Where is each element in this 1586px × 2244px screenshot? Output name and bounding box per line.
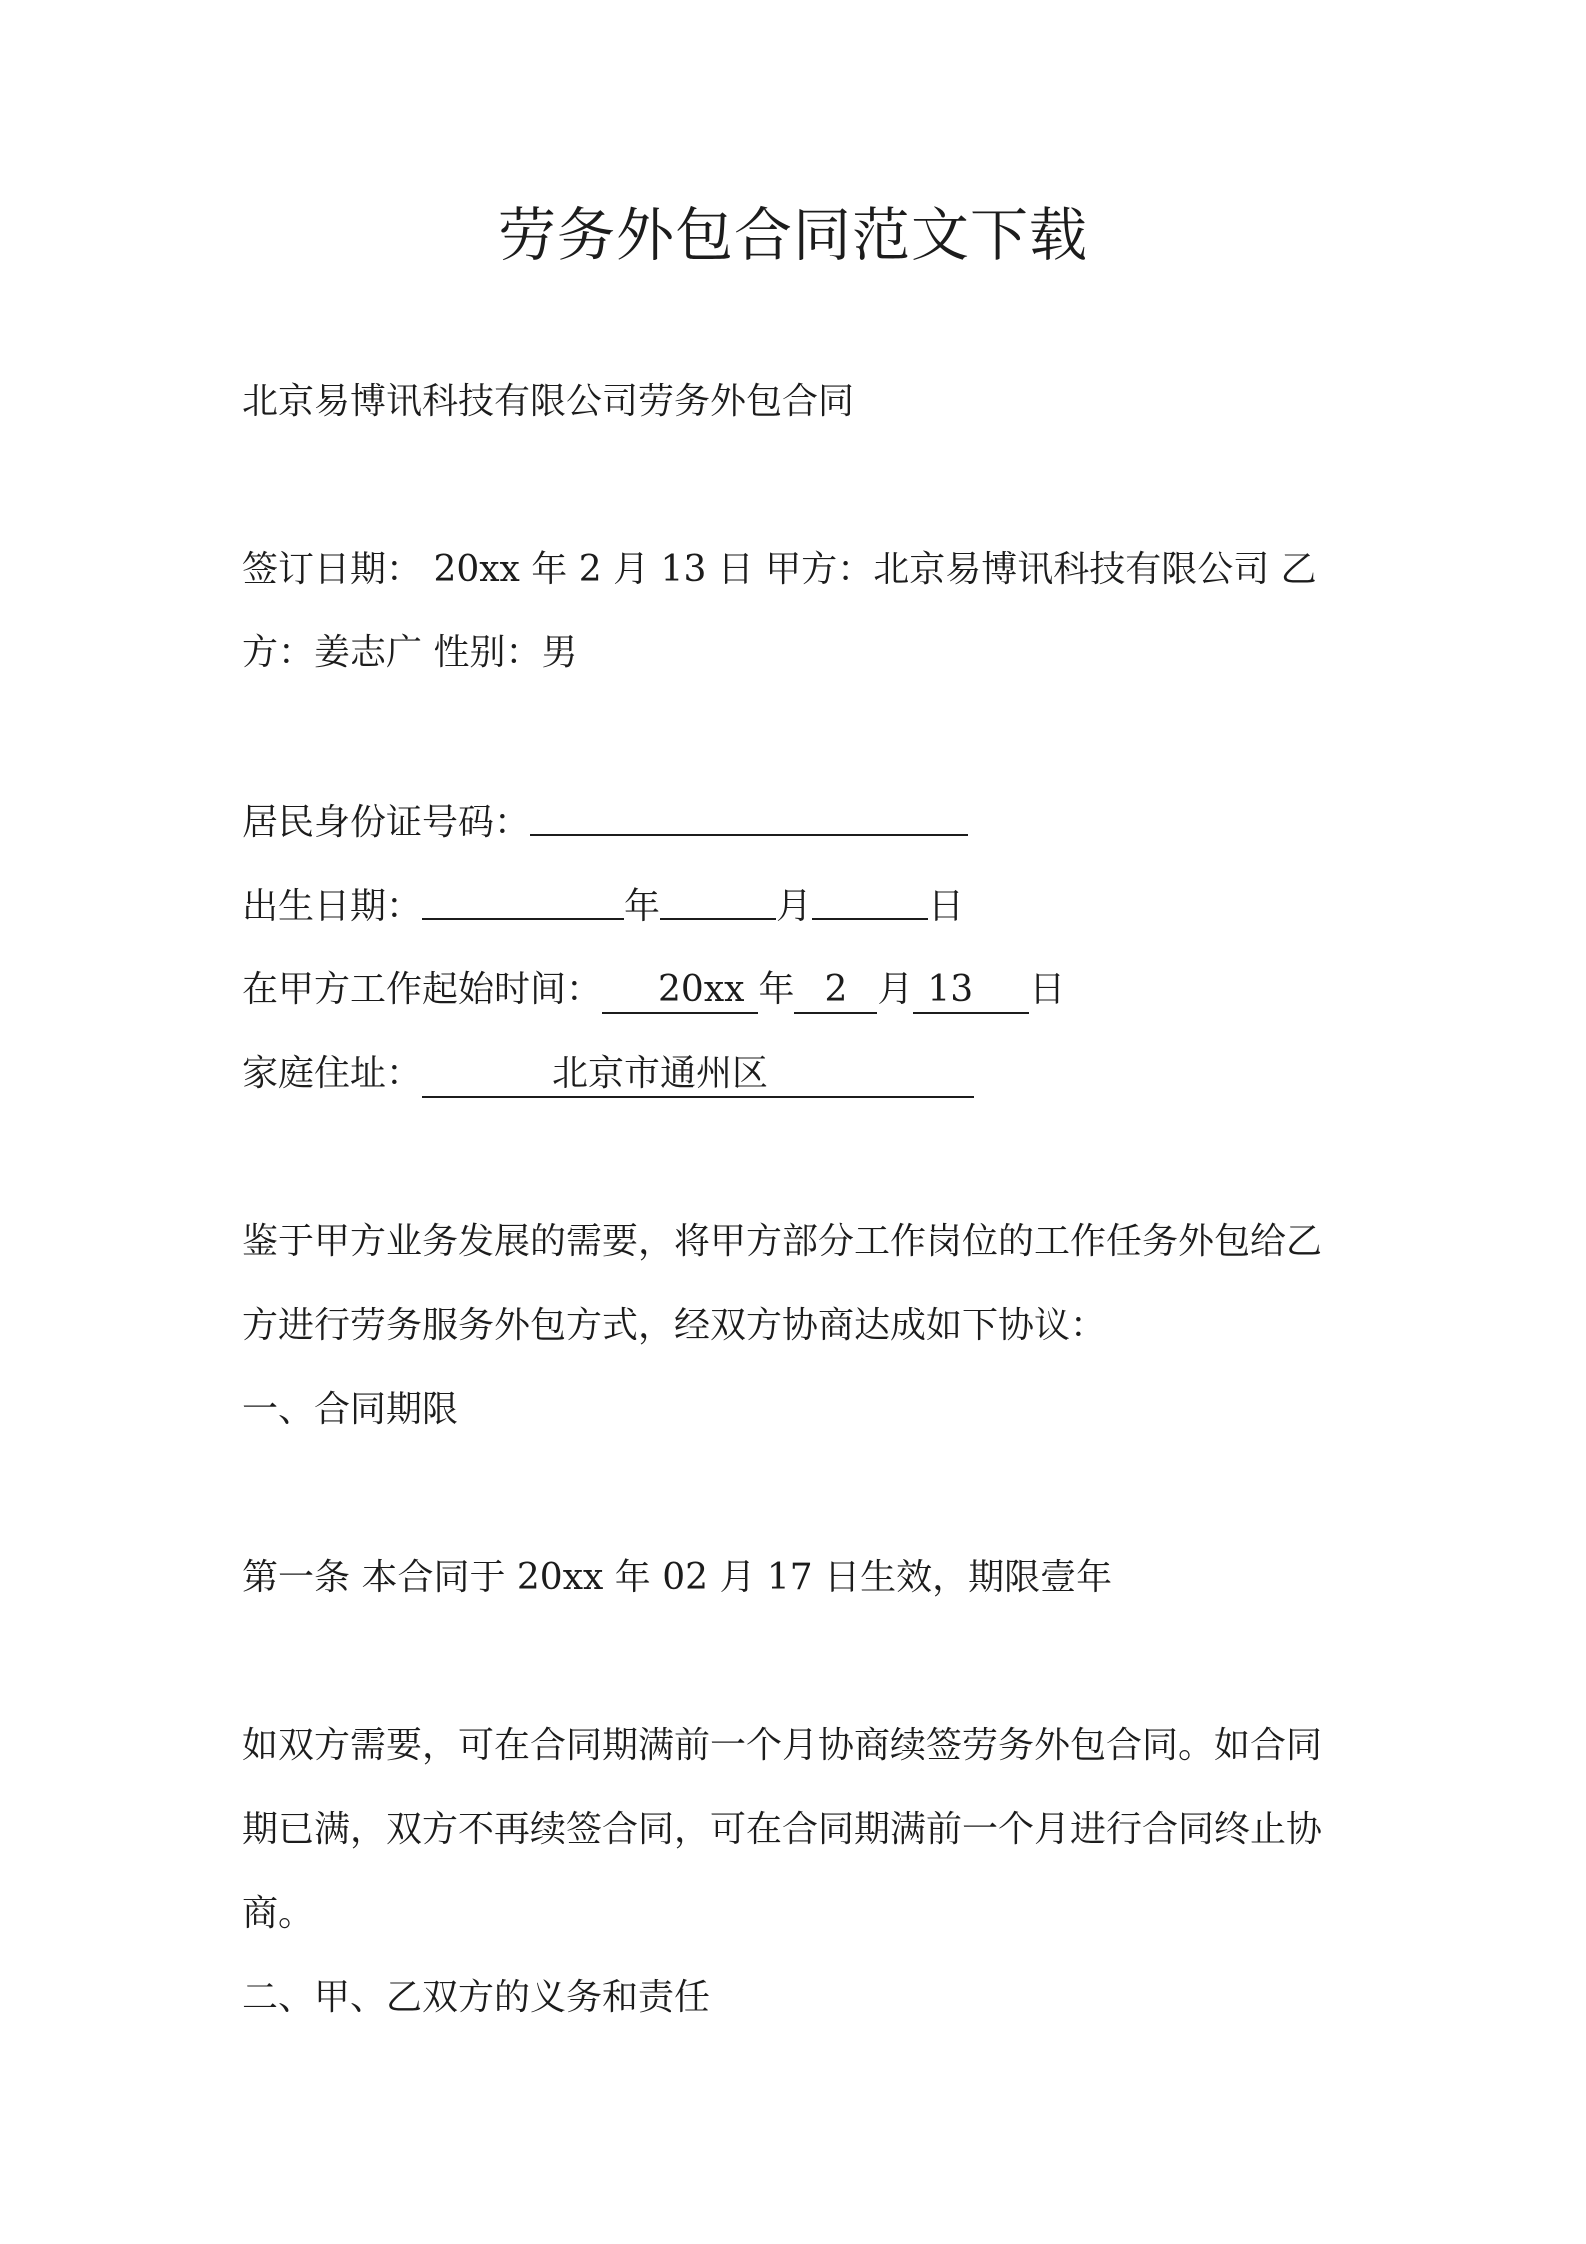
birth-month-unit: 月 xyxy=(776,886,813,927)
birth-year-blank xyxy=(422,882,624,920)
home-address-label: 家庭住址： xyxy=(242,1053,423,1094)
intro-paragraph-line-1: 鉴于甲方业务发展的需要，将甲方部分工作岗位的工作任务外包给乙 xyxy=(242,1221,1323,1262)
signing-info-line-1: 签订日期： 20xx 年 2 月 13 日 甲方：北京易博讯科技有限公司 乙 xyxy=(242,549,1317,590)
work-start-year-value: 20xx xyxy=(602,968,758,1014)
work-start-day-unit: 日 xyxy=(1029,969,1066,1010)
birth-date-field xyxy=(242,882,964,931)
work-start-month-unit: 月 xyxy=(877,969,914,1010)
document-title: 劳务外包合同范文下载 xyxy=(497,201,1088,269)
renewal-paragraph-line-3: 商。 xyxy=(242,1893,315,1934)
birth-date-label: 出生日期： xyxy=(242,886,423,927)
id-number-label: 居民身份证号码： xyxy=(242,802,531,843)
work-start-day-value: 13 xyxy=(913,968,1029,1014)
id-number-field xyxy=(242,798,968,847)
birth-day-unit: 日 xyxy=(928,886,965,927)
birth-day-blank xyxy=(812,882,928,920)
home-address-value: 北京市通州区 xyxy=(422,1052,974,1098)
section-2-heading: 二、甲、乙双方的义务和责任 xyxy=(242,1977,711,2018)
intro-paragraph-line-2: 方进行劳务服务外包方式，经双方协商达成如下协议： xyxy=(242,1305,1107,1346)
renewal-paragraph-line-2: 期已满，双方不再续签合同，可在合同期满前一个月进行合同终止协 xyxy=(242,1809,1323,1850)
renewal-paragraph-line-1: 如双方需要，可在合同期满前一个月协商续签劳务外包合同。如合同 xyxy=(242,1725,1323,1766)
id-number-blank xyxy=(530,798,968,836)
section-1-heading: 一、合同期限 xyxy=(242,1389,459,1430)
article-1: 第一条 本合同于 20xx 年 02 月 17 日生效，期限壹年 xyxy=(242,1557,1113,1598)
work-start-month-value: 2 xyxy=(794,968,877,1014)
signing-info-line-2: 方：姜志广 性别：男 xyxy=(242,632,578,673)
contract-subtitle: 北京易博讯科技有限公司劳务外包合同 xyxy=(242,381,855,422)
work-start-field xyxy=(242,966,1065,1014)
work-start-year-unit: 年 xyxy=(758,969,795,1010)
work-start-label: 在甲方工作起始时间： xyxy=(242,969,603,1010)
birth-year-unit: 年 xyxy=(624,886,661,927)
birth-month-blank xyxy=(660,882,776,920)
home-address-field xyxy=(242,1050,974,1098)
